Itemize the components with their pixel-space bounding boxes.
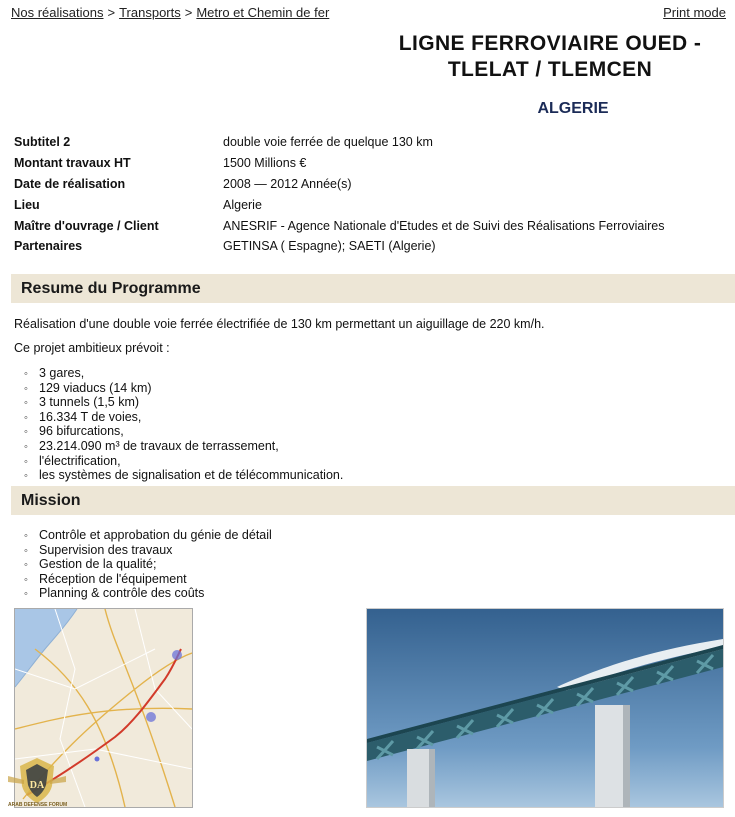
detail-value: Algerie	[223, 197, 262, 212]
detail-label: Maître d'ouvrage / Client	[14, 218, 159, 233]
page-title	[380, 31, 720, 83]
list-item: ◦ les systèmes de signalisation et de télécommunication.	[24, 468, 343, 483]
print-mode-link[interactable]: Print mode	[663, 5, 726, 20]
country-label: ALGERIE	[537, 100, 609, 117]
list-item: ◦ Contrôle et approbation du génie de détail	[24, 528, 272, 543]
resume-list	[24, 366, 343, 483]
list-item: ◦ 3 gares,	[24, 366, 343, 381]
list-item: ◦ 96 bifurcations,	[24, 424, 343, 439]
detail-value: 2008 — 2012 Année(s)	[223, 176, 352, 191]
detail-row	[14, 132, 665, 153]
detail-value: ANESRIF - Agence Nationale d'Etudes et de Suivi des Réalisations Ferroviaires	[223, 218, 665, 233]
viaduct-photo-graphic	[367, 609, 723, 807]
watermark-text: DA	[29, 780, 45, 791]
detail-row	[14, 236, 665, 257]
breadcrumb-separator: >	[107, 5, 116, 20]
list-item: ◦ 129 viaducs (14 km)	[24, 381, 343, 396]
project-details-table	[14, 132, 665, 257]
page-title-line-2: TLELAT / TLEMCEN	[447, 58, 653, 81]
resume-intro: Réalisation d'une double voie ferrée électrifiée de 130 km permettant un aiguillage de 220 km/h.	[14, 317, 545, 331]
detail-row	[14, 194, 665, 215]
watermark-emblem-icon	[8, 756, 66, 806]
detail-label: Subtitel 2	[14, 135, 71, 150]
detail-value: GETINSA ( Espagne); SAETI (Algerie)	[223, 239, 436, 254]
watermark-subtext: ARAB DEFENSE FORUM	[8, 802, 68, 808]
breadcrumb-separator: >	[184, 5, 193, 20]
mission-list	[24, 528, 272, 601]
list-item: ◦ Gestion de la qualité;	[24, 557, 272, 572]
mission-heading: Mission	[11, 486, 735, 515]
detail-row	[14, 174, 665, 195]
detail-value: 1500 Millions €	[223, 156, 307, 171]
list-item: ◦ 23.214.090 m³ de travaux de terrassement,	[24, 439, 343, 454]
list-item: ◦ 3 tunnels (1,5 km)	[24, 395, 343, 410]
list-item: ◦ Supervision des travaux	[24, 543, 272, 558]
list-item: ◦ 16.334 T de voies,	[24, 410, 343, 425]
watermark-logo	[8, 756, 66, 814]
page-title-line-1: LIGNE FERROVIAIRE OUED -	[398, 32, 702, 55]
list-item: ◦ Réception de l'équipement	[24, 572, 272, 587]
resume-heading: Resume du Programme	[11, 274, 735, 303]
breadcrumb-realisations[interactable]: Nos réalisations	[11, 5, 104, 20]
resume-lead: Ce projet ambitieux prévoit :	[14, 341, 170, 355]
detail-label: Partenaires	[14, 239, 83, 254]
list-item: ◦ l'électrification,	[24, 454, 343, 469]
detail-row	[14, 215, 665, 236]
detail-label: Lieu	[14, 197, 40, 212]
breadcrumb-transports[interactable]: Transports	[119, 5, 181, 20]
detail-value: double voie ferrée de quelque 130 km	[223, 135, 433, 150]
detail-label: Montant travaux HT	[14, 156, 131, 171]
detail-row	[14, 153, 665, 174]
breadcrumb	[11, 5, 329, 20]
list-item: ◦ Planning & contrôle des coûts	[24, 586, 272, 601]
viaduct-photo[interactable]	[366, 608, 724, 808]
breadcrumb-metro[interactable]: Metro et Chemin de fer	[196, 5, 330, 20]
detail-label: Date de réalisation	[14, 176, 126, 191]
